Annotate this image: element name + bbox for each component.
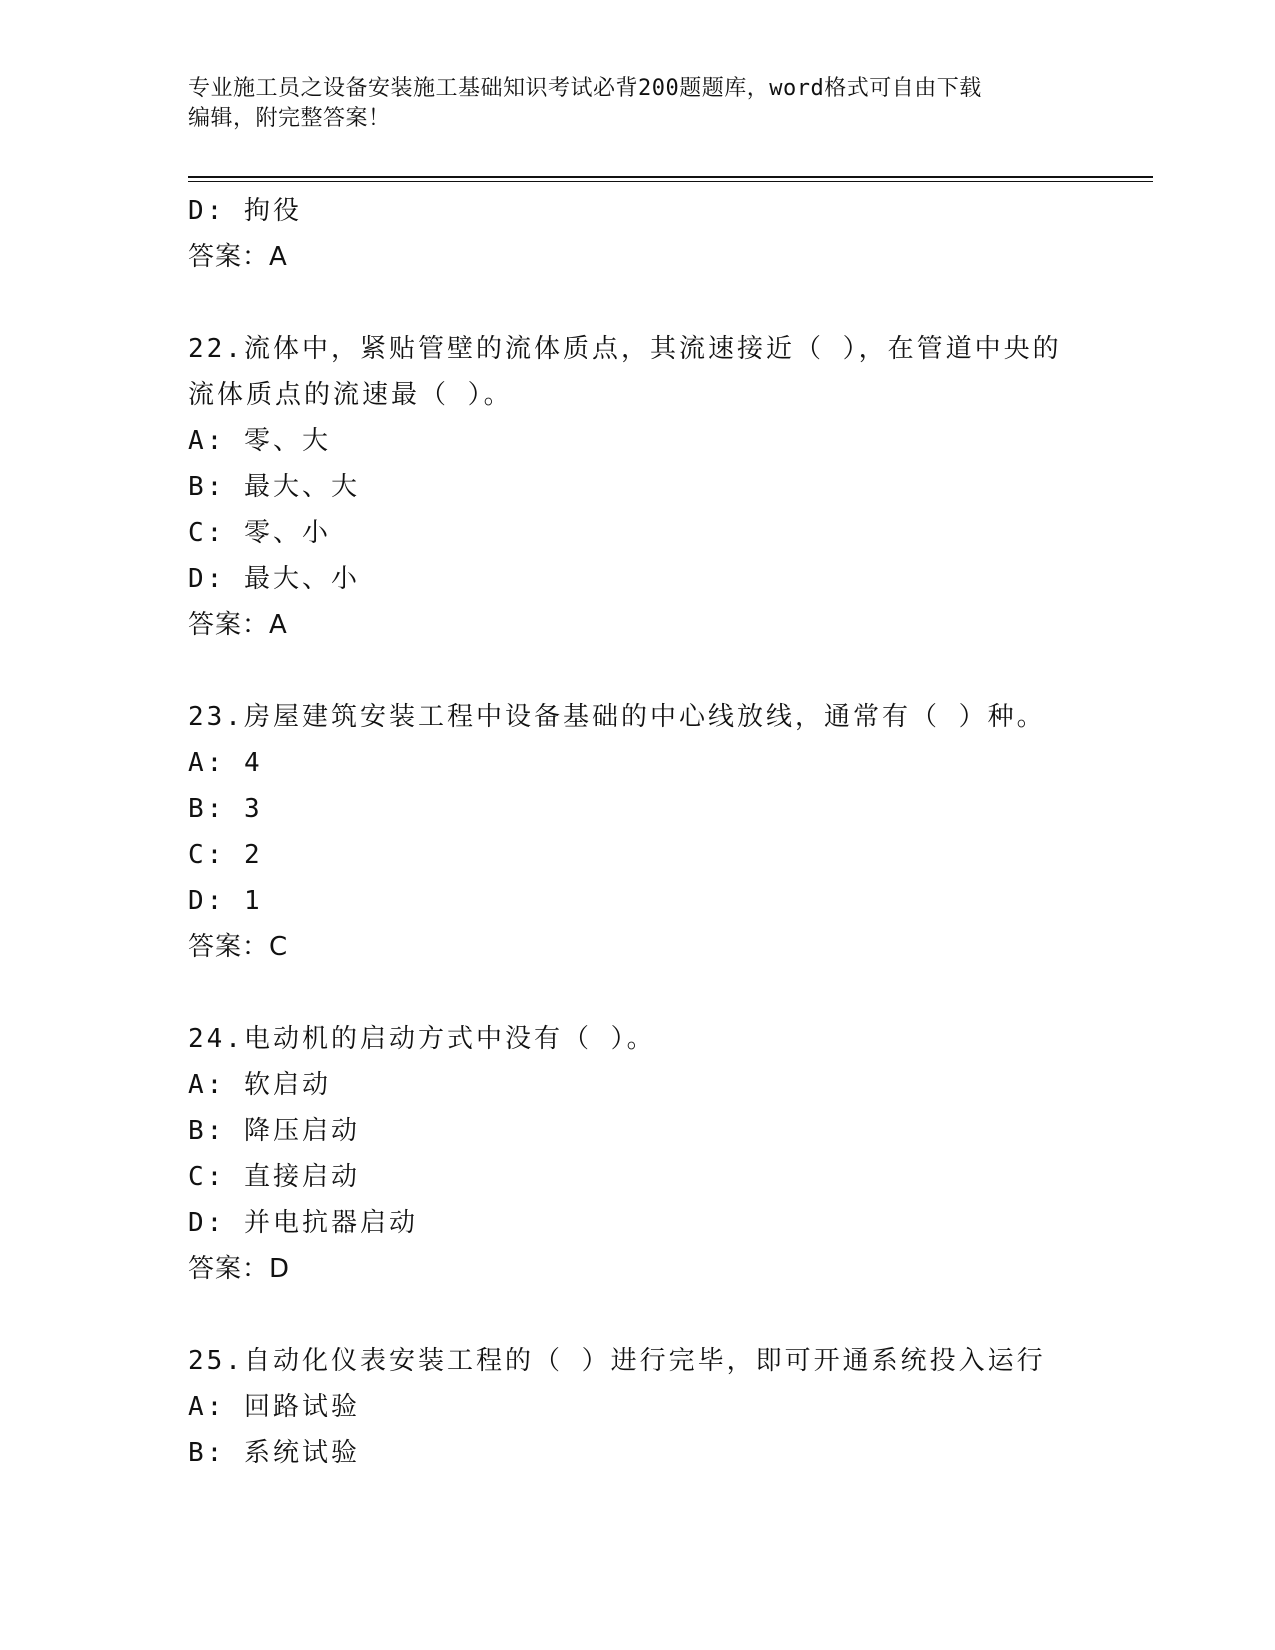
option-d: D: 最大、小 [188,564,360,594]
option-d: D: 1 [188,886,263,916]
question-list [188,188,1128,1476]
option-a: A: 零、大 [188,426,331,456]
spacer [188,280,1128,326]
question-block-25 [188,1338,1128,1476]
option-c: C: 零、小 [188,518,331,548]
header-title-line-2: 编辑，附完整答案！ [188,106,391,131]
question-text-line-1: 23.房屋建筑安装工程中设备基础的中心线放线，通常有（ ）种。 [188,702,1046,732]
header-divider-thick [188,176,1153,178]
spacer [188,648,1128,694]
question-block-24 [188,1016,1128,1292]
spacer [188,970,1128,1016]
option-b: B: 降压启动 [188,1116,360,1146]
answer-line: 答案：C [188,932,289,962]
header-divider-thin [188,181,1153,182]
option-b: B: 最大、大 [188,472,360,502]
option-c: C: 2 [188,840,263,870]
option-a: A: 软启动 [188,1070,331,1100]
question-text-line-1: 25.自动化仪表安装工程的（ ）进行完毕，即可开通系统投入运行 [188,1346,1046,1376]
question-block-23 [188,694,1128,970]
option-a: A: 4 [188,748,263,778]
option-a: A: 回路试验 [188,1392,360,1422]
question-text-line-1: 22.流体中，紧贴管壁的流体质点，其流速接近（ ），在管道中央的 [188,334,1062,364]
option-d: D: 并电抗器启动 [188,1208,418,1238]
option-d: D: 拘役 [188,196,302,226]
answer-line: 答案：A [188,242,288,272]
question-text-line-2: 流体质点的流速最（ ）。 [188,380,513,410]
spacer [188,1292,1128,1338]
question-block-21-tail [188,188,1128,280]
option-c: C: 直接启动 [188,1162,360,1192]
answer-line: 答案：A [188,610,288,640]
option-b: B: 3 [188,794,263,824]
question-block-22 [188,326,1128,648]
document-header [188,74,1068,134]
answer-line: 答案：D [188,1254,291,1284]
header-title-line-1: 专业施工员之设备安装施工基础知识考试必背200题题库，word格式可自由下载 [188,76,982,101]
option-b: B: 系统试验 [188,1438,360,1468]
question-text-line-1: 24.电动机的启动方式中没有（ ）。 [188,1024,656,1054]
